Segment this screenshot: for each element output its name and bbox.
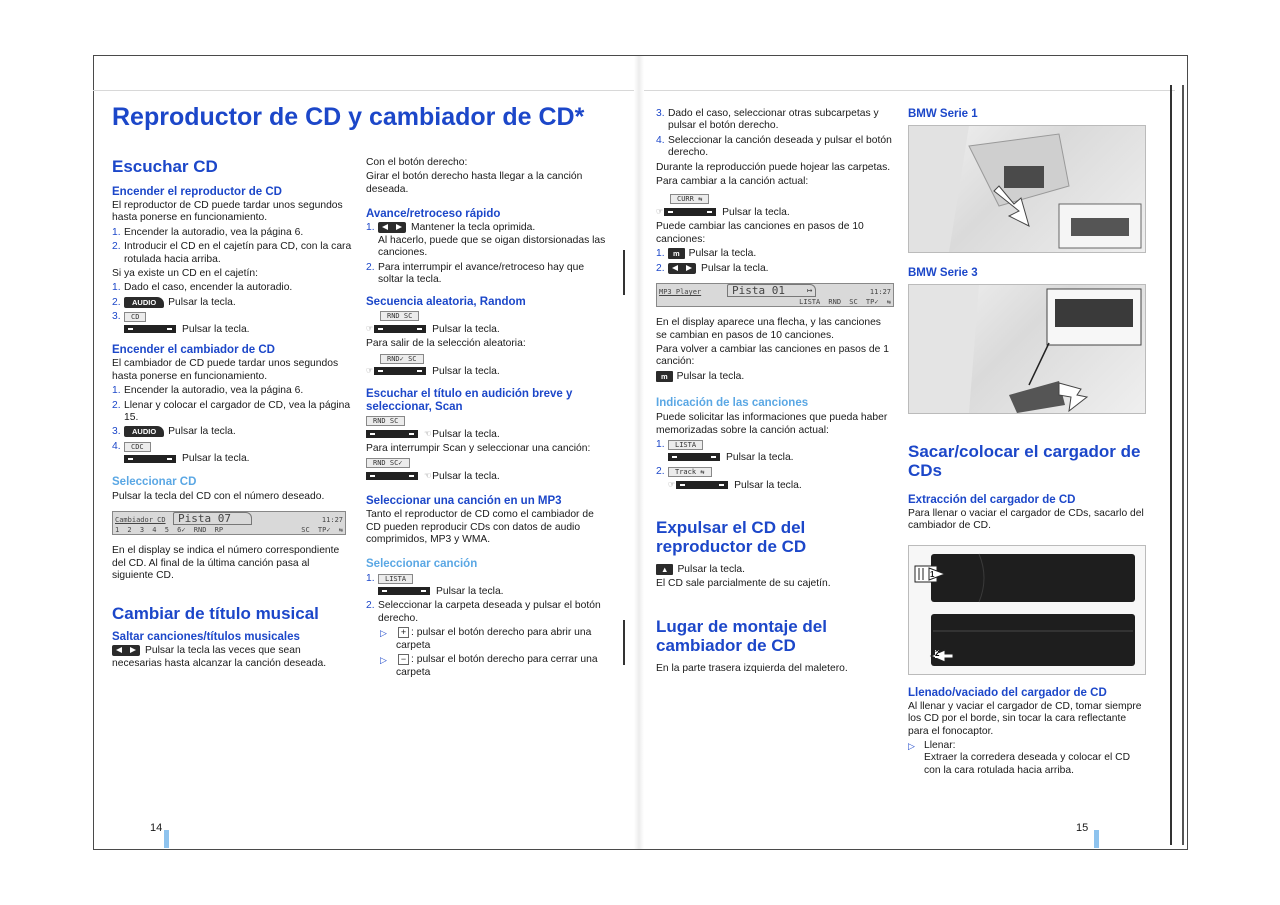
text-saltar: Pulsar la tecla las veces que sean necesarias hasta alcanzar la canción deseada. [112,645,327,669]
hand-icon: ☞ [668,479,676,489]
heading-serie-3: BMW Serie 3 [908,267,978,279]
display-label: MP3 Player [659,288,702,297]
heading-escuchar: Escuchar CD [112,157,218,176]
text-pasos: Puede cambiar las canciones en pasos de 10 canciones: [656,221,864,245]
column-4 [908,108,1148,779]
cd-softkey-label: CD [124,312,146,322]
list-item: 2. Track ⇆ ☞ Pulsar la tecla. [656,466,802,491]
text-scan-stop: Para interrumpir Scan y seleccionar una canción: [366,443,591,455]
column-1 [112,157,352,672]
minus-box-icon: − [398,654,409,665]
serie1-trunk-image [908,125,1146,253]
steps-avance [366,222,606,286]
list-item: 3. Dado el caso, seleccionar otras subcarpetas y pulsar el botón derecho. [656,108,879,132]
text-random-exit: Para salir de la selección aleatoria: [366,338,526,350]
list-item: 2. Pulsar la tecla. [656,262,769,274]
text-mp3: Tanto el reproductor de CD como el cambiador de CD pueden reproducir CDs con datos de audio comprimidos, MP3 y WMA. [366,509,594,546]
display-track: Pista 07 [173,512,252,525]
page-marker-right [1094,830,1099,848]
heading-encender-reproductor: Encender el reproductor de CD [112,186,282,198]
page-edge-bars [1170,85,1184,845]
text-scan-2: ☜Pulsar la tecla. [366,470,606,483]
list-item: 1. m Pulsar la tecla. [656,247,757,260]
lista-softkey-label: LISTA [378,574,413,584]
list-item: 2. AUDIO Pulsar la tecla. [112,296,236,309]
steps-encender-rep [112,227,352,266]
heading-extraccion: Extracción del cargador de CD [908,494,1076,506]
text-llenado: Al llenar y vaciar el cargador de CD, tomar siempre los CD por el borde, sin tocar la cara reflectante para el fonocaptor. [908,700,1142,737]
list-item: 1. Encender la autoradio, vea la página 6. [112,385,304,397]
column-3 [656,108,892,677]
list-item: 2. Para interrumpir el avance/retroceso hay que soltar la tecla. [366,261,585,286]
heading-seleccionar-cancion: Seleccionar canción [366,558,478,571]
hand-icon: ☜ [424,470,432,480]
random-softkey-row-2: RND✓ SC [380,353,606,365]
heading-seleccionar-cd: Seleccionar CD [112,475,197,488]
softkey-bar-icon [664,208,716,216]
hand-icon: ☜ [424,428,432,438]
column-2 [366,157,606,681]
cd-magazine-image [908,545,1146,675]
text-expulsar: El CD sale parcialmente de su cajetín. [656,578,831,590]
list-item: 1. Dado el caso, encender la autoradio. [112,282,293,294]
softkey-bar-icon [366,472,418,480]
callout-1: 1 [930,569,935,579]
list-item: 2. Introducir el CD en el cajetín para CD, con la cara rotulada hacia arriba. [112,241,352,265]
heading-lugar: Lugar de montaje del cambiador de CD [656,616,827,655]
skip-arrows-icon [378,222,406,233]
heading-scan: Escuchar el título en audición breve y seleccionar, Scan [366,388,573,414]
eject-key-icon: ▲ [656,564,673,575]
audio-key-icon: AUDIO [124,297,164,308]
skip-arrows-icon [668,263,696,274]
heading-sacar-colocar: Sacar/colocar el cargador de CDs [908,442,1141,480]
skip-arrows-icon [112,645,140,656]
text-if-exists: Si ya existe un CD en el cajetín: [112,268,258,280]
heading-expulsar: Expulsar el CD del reproductor de CD [656,517,807,556]
heading-saltar: Saltar canciones/títulos musicales [112,631,300,644]
text-volver: Para volver a cambiar las canciones en pasos de 1 canción: [656,344,889,368]
curr-softkey-row: CURR ⇆ [670,193,892,205]
cd-changer-display [112,511,346,535]
display-label: Cambiador CD [115,516,166,525]
display-row2-right: SC TP✓ ⇆ [301,526,343,535]
softkey-bar-icon [366,430,418,438]
steps-carpeta-cont [656,108,892,160]
text-curr: ☞ Pulsar la tecla. [656,206,790,218]
hand-icon: ☞ [366,366,374,376]
display-time: 11:27 [321,516,343,525]
display-row2-left: 1 2 3 4 5 6✓ RND RP [115,526,224,535]
callout-2: 2 [935,648,940,658]
lista-softkey-label: LISTA [668,440,703,450]
list-item: 1. Encender la autoradio, vea la página 6. [112,226,304,238]
softkey-bar-icon [374,367,426,375]
audio-key-icon: AUDIO [124,426,164,437]
bullet-minus: ▷ − : pulsar el botón derecho para cerrar una carpeta [380,654,598,678]
softkey-bar-icon [676,481,728,489]
text-boton: Girar el botón derecho hasta llegar a la canción deseada. [366,171,583,195]
steps-seleccionar-cancion [366,573,606,625]
margin-mark [623,250,625,295]
text-seleccionar-cd: Pulsar la tecla del CD con el número deseado. [112,490,325,502]
list-item: 2. Llenar y colocar el cargador de CD, vea la página 15. [112,399,351,423]
softkey-bar-icon [378,587,430,595]
list-item: 1. LISTA Pulsar la tecla. [366,573,504,597]
text-indicacion: Puede solicitar las informaciones que pueda haber memorizadas sobre la canción actual: [656,412,888,436]
serie3-trunk-image [908,284,1146,414]
text-random-2: ☞ Pulsar la tecla. [366,365,500,377]
heading-serie-1: BMW Serie 1 [908,108,978,120]
steps-pasos [656,248,892,275]
plus-box-icon: + [398,627,409,638]
random-softkey-row: RND SC [380,310,606,322]
display-row2: LISTA RND SC TP✓ ⇆ [799,298,891,307]
scan-softkey-row: RND SC [366,415,606,427]
heading-mp3: Seleccionar una canción en un MP3 [366,495,562,508]
page-gutter [634,56,644,849]
hand-icon: ☞ [656,206,664,216]
scan-softkey-row-2: RND SC✓ [366,457,606,469]
display-track: Pista 01 [727,284,816,297]
list-item: 1. Mantener la tecla oprimida. Al hacerlo, puede que se oigan distorsionadas las canciones. [366,222,606,259]
track-softkey-label: Track ⇆ [668,467,712,477]
softkey-bar-icon [668,453,720,461]
m-key-icon: m [668,248,685,259]
steps-existing-cd [112,282,352,336]
steps-indicacion [656,439,892,492]
text-display-note: En el display se indica el número correspondiente del CD. Al final de la última canción pasa al siguiente CD. [112,545,340,581]
list-item: 3. CD Pulsar la tecla. [112,311,250,335]
text-encender-rep: El reproductor de CD puede tardar unos segundos hasta ponerse en funcionamiento. [112,200,343,224]
margin-mark [623,620,625,665]
page-marker-left [164,830,169,848]
text-actual: Para cambiar a la canción actual: [656,176,809,188]
m-key-icon: m [656,371,673,382]
heading-llenado: Llenado/vaciado del cargador de CD [908,686,1107,699]
list-item: 3. AUDIO Pulsar la tecla. [112,426,236,438]
list-item: 1. LISTA Pulsar la tecla. [656,439,794,463]
softkey-bar-icon [374,325,426,333]
text-expulsar-key: ▲ Pulsar la tecla. [656,564,892,577]
heading-cambiar-titulo: Cambiar de título musical [112,604,319,624]
heading-indicacion: Indicación de las canciones [656,397,809,410]
text-hojear: Durante la reproducción puede hojear las carpetas. [656,161,891,173]
page-title: Reproductor de CD y cambiador de CD* [112,103,585,131]
list-item: 4. Seleccionar la canción deseada y pulsar el botón derecho. [656,134,892,159]
page-number-right: 15 [1076,822,1089,834]
page-title-block [112,103,632,132]
text-extraccion: Para llenar o vaciar el cargador de CDs, sacarlo del cambiador de CD. [908,508,1144,532]
text-scan: ☜Pulsar la tecla. [366,428,606,441]
text-volver-key: m Pulsar la tecla. [656,371,892,384]
list-item: 2. Seleccionar la carpeta deseada y pulsar el botón derecho. [366,600,601,624]
page-number-left: 14 [150,822,163,834]
list-item: 4. CDC Pulsar la tecla. [112,440,250,465]
bullet-llenar: ▷ Llenar: Extraer la corredera deseada y colocar el CD con la cara rotulada hacia arriba. [908,740,1131,776]
heading-encender-cambiador: Encender el cambiador de CD [112,344,275,357]
display-time: 11:27 [869,288,891,297]
display-arrow-icon: ↦ [807,286,813,297]
steps-encender-camb [112,385,352,466]
softkey-bar-icon [124,325,176,333]
heading-avance: Avance/retroceso rápido [366,208,501,221]
heading-random: Secuencia aleatoria, Random [366,296,526,309]
softkey-bar-icon [124,455,176,463]
text-random: ☞ Pulsar la tecla. [366,323,500,335]
hand-icon: ☞ [366,323,374,333]
mp3-player-display [656,283,894,307]
cdc-softkey-label: CDC [124,442,151,452]
bullet-plus: ▷ + : pulsar el botón derecho para abrir una carpeta [380,627,592,651]
text-flecha: En el display aparece una flecha, y las canciones se cambian en pasos de 10 canciones. [656,317,881,341]
text-lugar: En la parte trasera izquierda del maletero. [656,662,848,674]
text-boton-intro: Con el botón derecho: [366,157,468,168]
text-encender-camb: El cambiador de CD puede tardar unos segundos hasta ponerse en funcionamiento. [112,358,339,382]
